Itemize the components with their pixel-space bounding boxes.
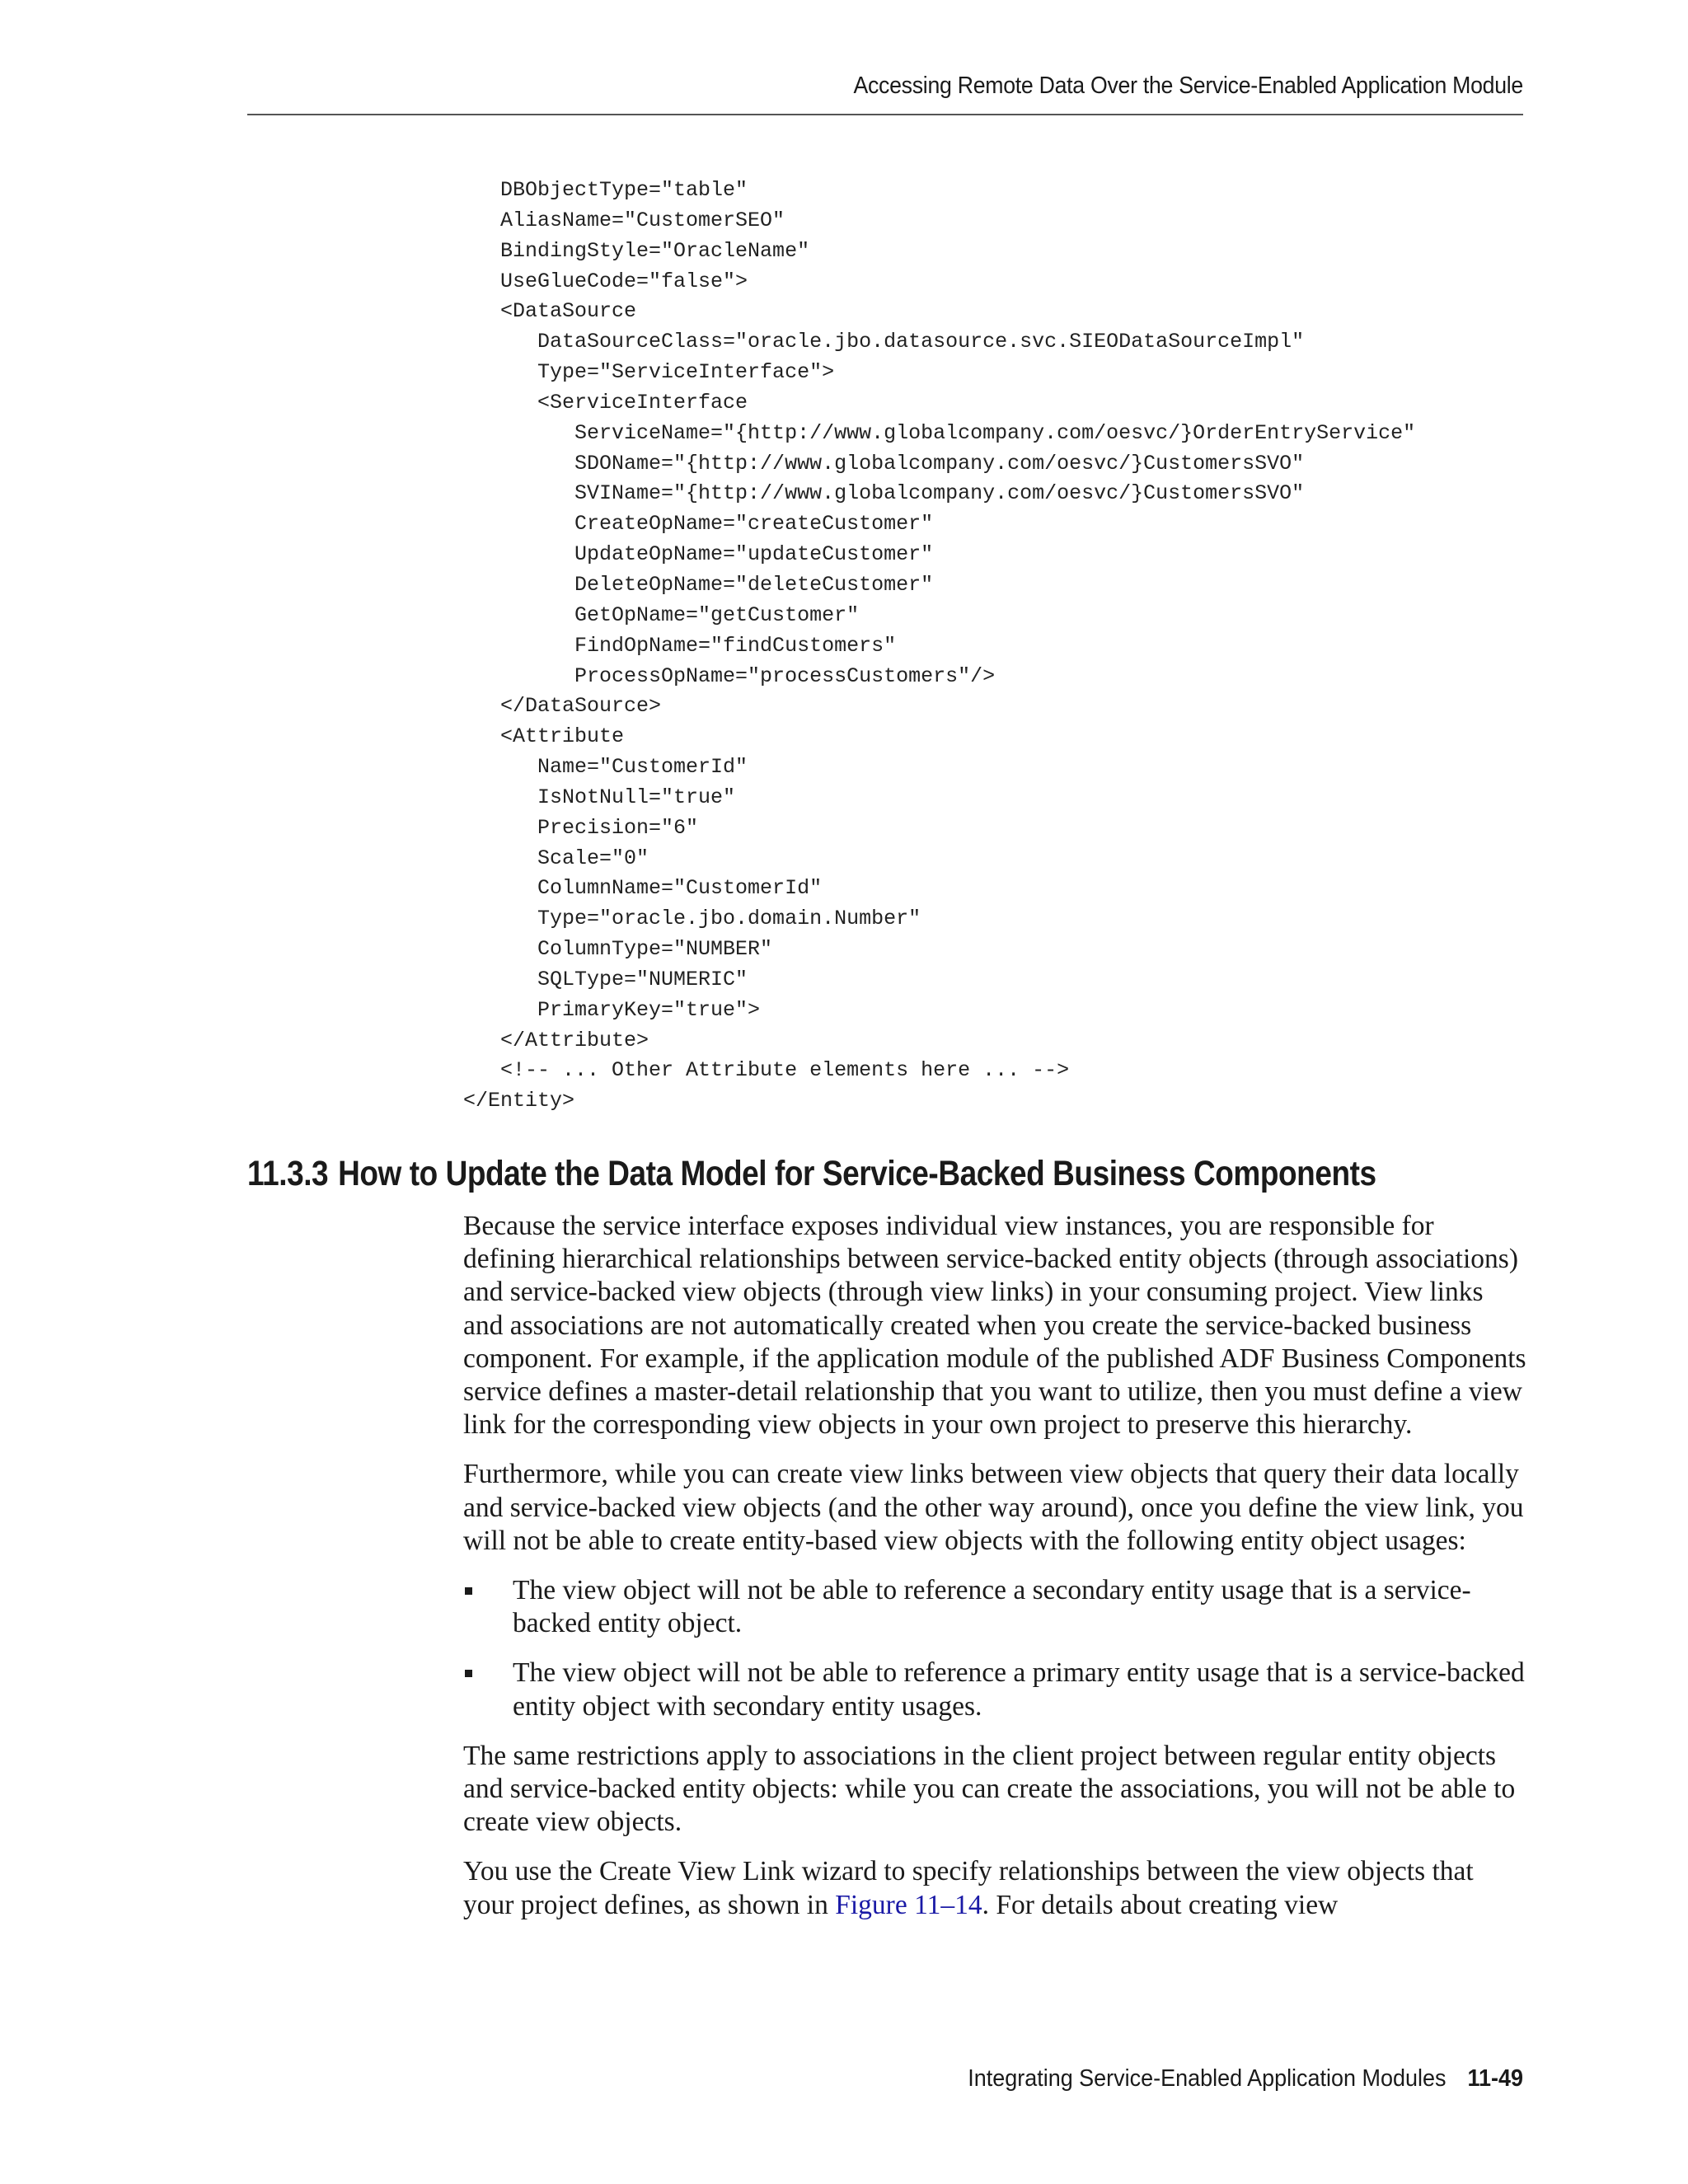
code-line: BindingStyle="OracleName" bbox=[463, 238, 810, 263]
code-line: DeleteOpName="deleteCustomer" bbox=[463, 572, 934, 597]
code-line: SQLType="NUMERIC" bbox=[463, 967, 748, 991]
code-line: ColumnType="NUMBER" bbox=[463, 937, 773, 962]
code-line: UseGlueCode="false"> bbox=[463, 269, 748, 293]
restriction-list bbox=[463, 1574, 1526, 1723]
code-line: UpdateOpName="updateCustomer" bbox=[463, 542, 934, 567]
code-line: DataSourceClass="oracle.jbo.datasource.svc.SIEODataSourceImpl" bbox=[463, 330, 1305, 354]
code-example bbox=[463, 176, 1415, 1117]
list-item bbox=[463, 1657, 1526, 1722]
running-header: Accessing Remote Data Over the Service-Enabled Application Module bbox=[853, 73, 1523, 99]
figure-cross-reference-link[interactable]: Figure 11–14 bbox=[835, 1889, 982, 1920]
paragraph-text: . For details about creating view bbox=[982, 1889, 1339, 1920]
code-line: SDOName="{http://www.globalcompany.com/oesvc/}CustomersSVO" bbox=[463, 451, 1305, 476]
body-paragraph: The same restrictions apply to associations in the client project between regular entity objects and service-backed entity objects: while you can create the associations, you will not be able to create view objects. bbox=[463, 1740, 1516, 1838]
code-line: <Attribute bbox=[463, 724, 625, 749]
code-line: FindOpName="findCustomers" bbox=[463, 633, 897, 658]
code-line: DBObjectType="table" bbox=[463, 178, 748, 202]
section-heading bbox=[247, 1154, 1376, 1194]
body-paragraph: Furthermore, while you can create view links between view objects that query their data locally and service-backed view objects (and the other way around), once you define the view link, you will not be able to create entity-based view objects with the following entity object usages: bbox=[463, 1459, 1524, 1556]
code-line: IsNotNull="true" bbox=[463, 785, 736, 809]
code-line: ServiceName="{http://www.globalcompany.com/oesvc/}OrderEntryService" bbox=[463, 420, 1416, 445]
footer-chapter-title: Integrating Service-Enabled Application Modules bbox=[968, 2065, 1447, 2092]
code-line: PrimaryKey="true"> bbox=[463, 997, 761, 1022]
code-line: AliasName="CustomerSEO" bbox=[463, 208, 785, 232]
code-line: <!-- ... Other Attribute elements here ... --> bbox=[463, 1058, 1070, 1083]
section-title: How to Update the Data Model for Service-Backed Business Components bbox=[338, 1154, 1376, 1193]
code-line: </Entity> bbox=[463, 1089, 575, 1113]
code-line: GetOpName="getCustomer" bbox=[463, 602, 860, 627]
body-paragraph: Because the service interface exposes individual view instances, you are responsible for defining hierarchical relationships between service-backed entity objects (through associations) and service-backed view objects (through view links) in your consuming project. View links and associations are not automatically created when you create the service-backed business component. For example, if the application module of the published ADF Business Components service defines a master-detail relationship that you want to utilize, then you must define a view link for the corresponding view objects in your own project to preserve this hierarchy. bbox=[463, 1211, 1526, 1441]
code-line: <DataSource bbox=[463, 299, 637, 324]
header-divider bbox=[247, 114, 1523, 115]
code-line: Precision="6" bbox=[463, 815, 699, 840]
code-line: <ServiceInterface bbox=[463, 390, 748, 415]
code-line: Name="CustomerId" bbox=[463, 755, 748, 780]
page-number: 11-49 bbox=[1467, 2065, 1523, 2092]
running-footer bbox=[336, 2065, 1523, 2093]
code-line: </DataSource> bbox=[463, 694, 662, 719]
section-body bbox=[463, 1210, 1526, 1938]
code-line: ColumnName="CustomerId" bbox=[463, 876, 823, 901]
list-item-text: The view object will not be able to reference a secondary entity usage that is a service-backed entity object. bbox=[513, 1575, 1471, 1639]
body-paragraph-with-link bbox=[463, 1855, 1526, 1921]
code-line: CreateOpName="createCustomer" bbox=[463, 512, 934, 537]
list-item-text: The view object will not be able to reference a primary entity usage that is a service-backed entity object with secondary entity usages. bbox=[513, 1657, 1525, 1722]
code-line: Type="oracle.jbo.domain.Number" bbox=[463, 907, 921, 931]
code-line: SVIName="{http://www.globalcompany.com/oesvc/}CustomersSVO" bbox=[463, 481, 1305, 506]
code-line: ProcessOpName="processCustomers"/> bbox=[463, 663, 996, 688]
paragraph-text: You use the Create View Link wizard to specify relationships between the view objects that your project defines, as shown in bbox=[463, 1856, 1474, 1920]
code-line: </Attribute> bbox=[463, 1028, 649, 1052]
code-line: Type="ServiceInterface"> bbox=[463, 360, 835, 385]
code-line: Scale="0" bbox=[463, 846, 649, 870]
square-bullet-icon bbox=[465, 1587, 472, 1595]
list-item bbox=[463, 1574, 1526, 1640]
square-bullet-icon bbox=[465, 1670, 472, 1677]
section-number: 11.3.3 bbox=[247, 1154, 329, 1193]
